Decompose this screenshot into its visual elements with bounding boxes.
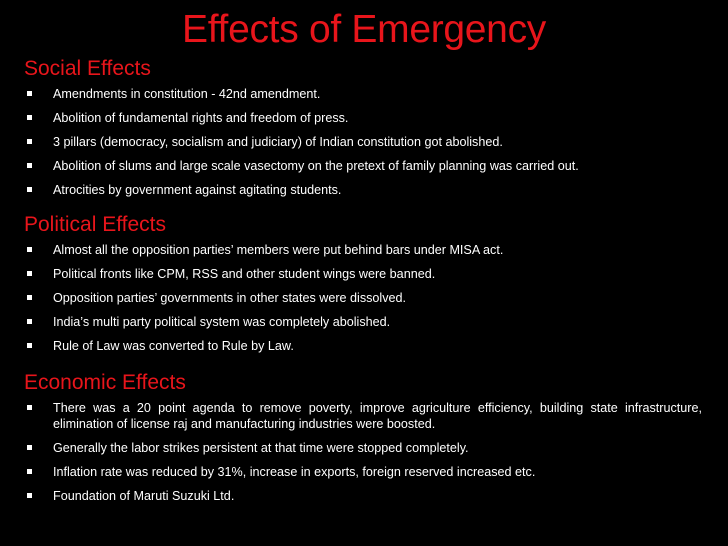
square-bullet-icon: [27, 405, 32, 410]
square-bullet-icon: [27, 139, 32, 144]
square-bullet-icon: [27, 271, 32, 276]
list-item: [24, 182, 714, 198]
square-bullet-icon: [27, 493, 32, 498]
list-item: [24, 86, 714, 102]
square-bullet-icon: [27, 445, 32, 450]
section-heading: Political Effects: [24, 213, 167, 236]
square-bullet-icon: [27, 295, 32, 300]
list-item: [24, 158, 714, 174]
list-item: [24, 242, 714, 258]
square-bullet-icon: [27, 115, 32, 120]
square-bullet-icon: [27, 247, 32, 252]
list-item-text: Foundation of Maruti Suzuki Ltd.: [53, 489, 235, 503]
list-item: [24, 464, 714, 480]
bullet-list: [24, 400, 714, 504]
section-economic-effects: [24, 370, 714, 512]
list-item: [24, 440, 714, 456]
square-bullet-icon: [27, 319, 32, 324]
list-item: [24, 400, 702, 432]
list-item: [24, 290, 714, 306]
bullet-list: [24, 86, 714, 198]
list-item-text: 3 pillars (democracy, socialism and judiciary) of Indian constitution got abolished.: [53, 135, 503, 149]
square-bullet-icon: [27, 187, 32, 192]
section-political-effects: [24, 212, 714, 362]
list-item: [24, 314, 714, 330]
list-item-text: Political fronts like CPM, RSS and other student wings were banned.: [53, 267, 436, 281]
square-bullet-icon: [27, 343, 32, 348]
list-item-text: Opposition parties’ governments in other states were dissolved.: [53, 291, 407, 305]
list-item: [24, 266, 714, 282]
list-item-text: Almost all the opposition parties’ members were put behind bars under MISA act.: [53, 243, 504, 257]
section-social-effects: [24, 56, 714, 206]
square-bullet-icon: [27, 469, 32, 474]
list-item: [24, 338, 714, 354]
list-item-text: Abolition of fundamental rights and freedom of press.: [53, 111, 349, 125]
list-item: [24, 110, 714, 126]
list-item: [24, 134, 714, 150]
section-heading: Economic Effects: [24, 371, 186, 394]
list-item-text: India’s multi party political system was completely abolished.: [53, 315, 391, 329]
section-heading: Social Effects: [24, 57, 151, 80]
slide-title: Effects of Emergency: [182, 8, 546, 51]
list-item-text: Abolition of slums and large scale vasectomy on the pretext of family planning was carried out.: [53, 159, 579, 173]
bullet-list: [24, 242, 714, 354]
list-item: [24, 488, 714, 504]
list-item-text: Amendments in constitution - 42nd amendment.: [53, 87, 321, 101]
list-item-text: There was a 20 point agenda to remove poverty, improve agriculture efficiency, building state infrastructure, elimination of license raj and manufacturing industries were boosted.: [53, 401, 702, 431]
list-item-text: Atrocities by government against agitating students.: [53, 183, 342, 197]
square-bullet-icon: [27, 91, 32, 96]
list-item-text: Rule of Law was converted to Rule by Law.: [53, 339, 294, 353]
square-bullet-icon: [27, 163, 32, 168]
list-item-text: Generally the labor strikes persistent at that time were stopped completely.: [53, 441, 469, 455]
list-item-text: Inflation rate was reduced by 31%, increase in exports, foreign reserved increased etc.: [53, 465, 536, 479]
